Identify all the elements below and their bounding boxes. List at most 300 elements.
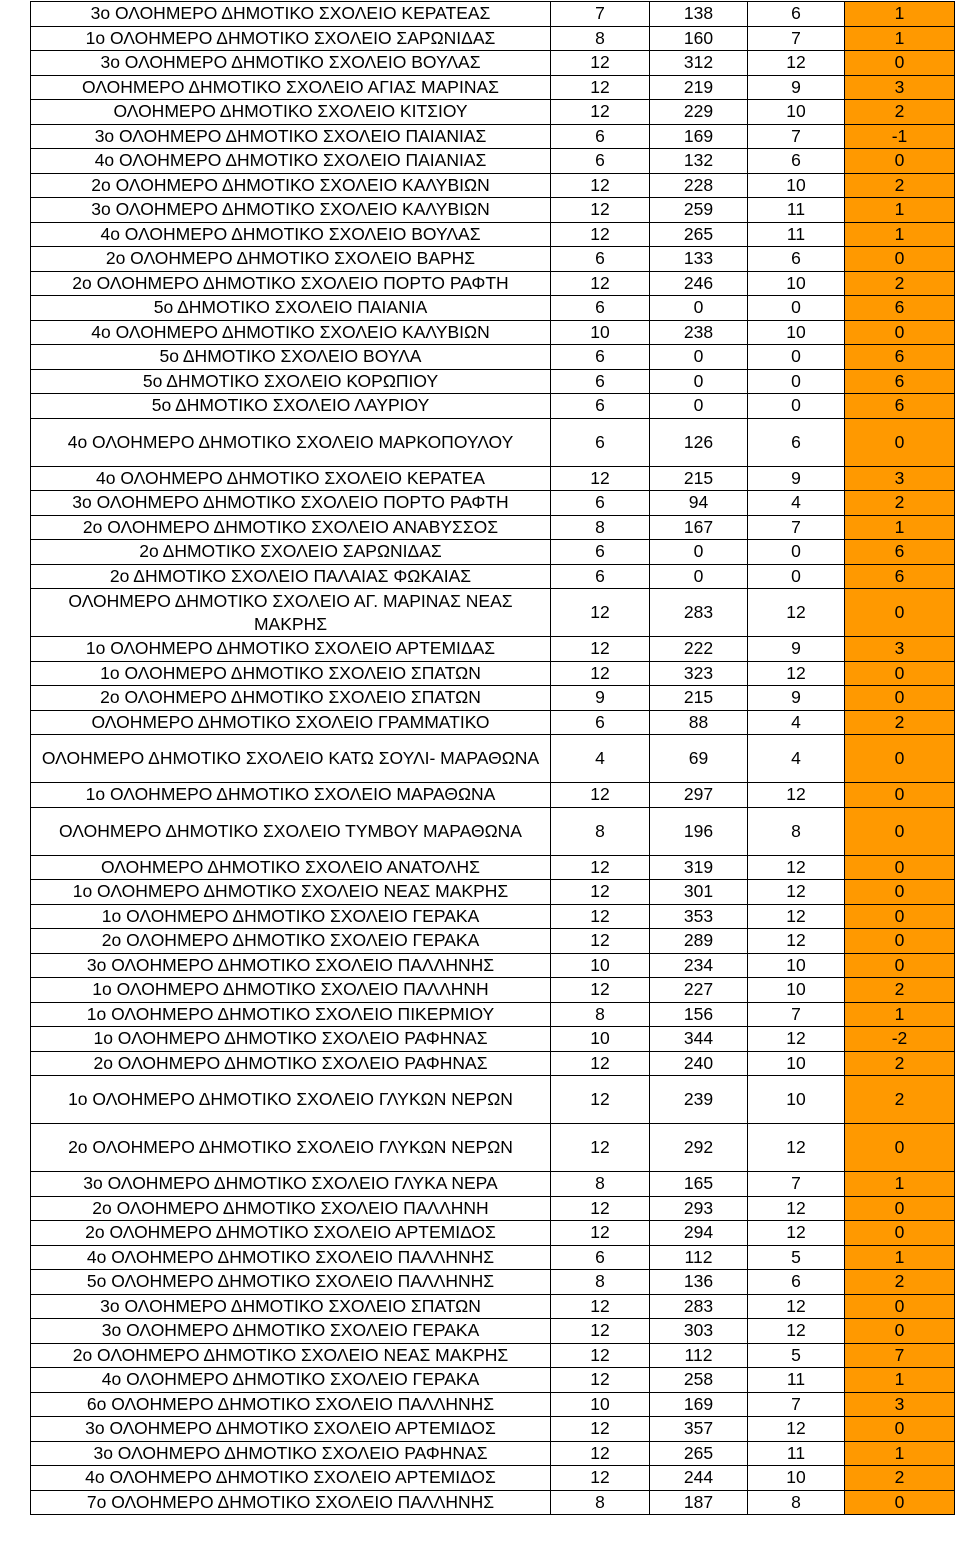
value-cell-3: 6 [748, 149, 845, 174]
table-row [31, 394, 955, 419]
school-name-cell: 3ο ΟΛΟΗΜΕΡΟ ΔΗΜΟΤΙΚΟ ΣΧΟΛΕΙΟ ΓΛΥΚΑ ΝΕΡΑ [31, 1172, 551, 1197]
value-cell-2: 234 [650, 953, 748, 978]
school-name-cell: 1ο ΟΛΟΗΜΕΡΟ ΔΗΜΟΤΙΚΟ ΣΧΟΛΕΙΟ ΝΕΑΣ ΜΑΚΡΗΣ [31, 880, 551, 905]
value-cell-2: 0 [650, 296, 748, 321]
value-cell-1: 12 [551, 1294, 650, 1319]
school-name-cell: ΟΛΟΗΜΕΡΟ ΔΗΜΟΤΙΚΟ ΣΧΟΛΕΙΟ ΓΡΑΜΜΑΤΙΚΟ [31, 710, 551, 735]
value-cell-1: 12 [551, 198, 650, 223]
school-name-cell: 3ο ΟΛΟΗΜΕΡΟ ΔΗΜΟΤΙΚΟ ΣΧΟΛΕΙΟ ΓΕΡΑΚΑ [31, 1319, 551, 1344]
difference-cell: 2 [845, 1051, 955, 1076]
value-cell-3: 9 [748, 466, 845, 491]
value-cell-3: 0 [748, 540, 845, 565]
table-row [31, 1319, 955, 1344]
difference-cell: 2 [845, 710, 955, 735]
table-row [31, 1466, 955, 1491]
table-row [31, 564, 955, 589]
difference-cell: 0 [845, 929, 955, 954]
school-name-cell: 5ο ΔΗΜΟΤΙΚΟ ΣΧΟΛΕΙΟ ΒΟΥΛΑ [31, 345, 551, 370]
table-row [31, 1196, 955, 1221]
value-cell-3: 6 [748, 247, 845, 272]
value-cell-2: 222 [650, 637, 748, 662]
table-row [31, 271, 955, 296]
value-cell-3: 12 [748, 51, 845, 76]
table-row [31, 540, 955, 565]
table-row [31, 710, 955, 735]
difference-cell: 2 [845, 173, 955, 198]
value-cell-1: 12 [551, 880, 650, 905]
value-cell-1: 12 [551, 589, 650, 637]
value-cell-2: 160 [650, 26, 748, 51]
table-row [31, 1270, 955, 1295]
school-name-cell: 3ο ΟΛΟΗΜΕΡΟ ΔΗΜΟΤΙΚΟ ΣΧΟΛΕΙΟ ΠΑΙΑΝΙΑΣ [31, 124, 551, 149]
table-row [31, 1343, 955, 1368]
value-cell-2: 259 [650, 198, 748, 223]
table-row [31, 222, 955, 247]
value-cell-3: 0 [748, 345, 845, 370]
table-row [31, 26, 955, 51]
value-cell-3: 12 [748, 589, 845, 637]
value-cell-3: 7 [748, 26, 845, 51]
school-name-cell: 7ο ΟΛΟΗΜΕΡΟ ΔΗΜΟΤΙΚΟ ΣΧΟΛΕΙΟ ΠΑΛΛΗΝΗΣ [31, 1490, 551, 1515]
value-cell-3: 8 [748, 1490, 845, 1515]
value-cell-3: 10 [748, 1076, 845, 1124]
value-cell-1: 6 [551, 491, 650, 516]
school-name-cell: ΟΛΟΗΜΕΡΟ ΔΗΜΟΤΙΚΟ ΣΧΟΛΕΙΟ ΤΥΜΒΟΥ ΜΑΡΑΘΩΝΑ [31, 807, 551, 855]
table-row [31, 1441, 955, 1466]
value-cell-3: 10 [748, 100, 845, 125]
school-name-cell: 3ο ΟΛΟΗΜΕΡΟ ΔΗΜΟΤΙΚΟ ΣΧΟΛΕΙΟ ΒΟΥΛΑΣ [31, 51, 551, 76]
value-cell-3: 12 [748, 1027, 845, 1052]
value-cell-2: 0 [650, 394, 748, 419]
value-cell-3: 7 [748, 515, 845, 540]
school-name-cell: ΟΛΟΗΜΕΡΟ ΔΗΜΟΤΙΚΟ ΣΧΟΛΕΙΟ ΑΓ. ΜΑΡΙΝΑΣ ΝΕΑΣ ΜΑΚΡΗΣ [31, 589, 551, 637]
table-row [31, 686, 955, 711]
table-row [31, 466, 955, 491]
value-cell-1: 6 [551, 710, 650, 735]
value-cell-3: 9 [748, 637, 845, 662]
difference-cell: 0 [845, 1319, 955, 1344]
difference-cell: 2 [845, 978, 955, 1003]
table-row [31, 1172, 955, 1197]
value-cell-1: 12 [551, 661, 650, 686]
school-name-cell: 4ο ΟΛΟΗΜΕΡΟ ΔΗΜΟΤΙΚΟ ΣΧΟΛΕΙΟ ΜΑΡΚΟΠΟΥΛΟΥ [31, 418, 551, 466]
difference-cell: 0 [845, 1417, 955, 1442]
value-cell-1: 6 [551, 345, 650, 370]
difference-cell: 2 [845, 271, 955, 296]
difference-cell: 3 [845, 1392, 955, 1417]
school-name-cell: 5ο ΔΗΜΟΤΙΚΟ ΣΧΟΛΕΙΟ ΠΑΙΑΝΙΑ [31, 296, 551, 321]
difference-cell: 3 [845, 75, 955, 100]
value-cell-3: 10 [748, 978, 845, 1003]
value-cell-1: 12 [551, 978, 650, 1003]
school-table [30, 1, 955, 1515]
table-row [31, 1245, 955, 1270]
table-row [31, 149, 955, 174]
value-cell-3: 4 [748, 735, 845, 783]
difference-cell: 0 [845, 589, 955, 637]
value-cell-1: 8 [551, 1270, 650, 1295]
school-name-cell: 2ο ΟΛΟΗΜΕΡΟ ΔΗΜΟΤΙΚΟ ΣΧΟΛΕΙΟ ΒΑΡΗΣ [31, 247, 551, 272]
value-cell-3: 12 [748, 1319, 845, 1344]
value-cell-3: 4 [748, 710, 845, 735]
value-cell-1: 12 [551, 1417, 650, 1442]
value-cell-3: 5 [748, 1343, 845, 1368]
value-cell-1: 8 [551, 515, 650, 540]
value-cell-2: 240 [650, 1051, 748, 1076]
difference-cell: 1 [845, 1002, 955, 1027]
table-row [31, 1124, 955, 1172]
value-cell-2: 283 [650, 589, 748, 637]
difference-cell: 0 [845, 807, 955, 855]
school-name-cell: 1ο ΟΛΟΗΜΕΡΟ ΔΗΜΟΤΙΚΟ ΣΧΟΛΕΙΟ ΓΛΥΚΩΝ ΝΕΡΩΝ [31, 1076, 551, 1124]
value-cell-1: 9 [551, 686, 650, 711]
difference-cell: 1 [845, 222, 955, 247]
table-row [31, 807, 955, 855]
value-cell-2: 169 [650, 1392, 748, 1417]
difference-cell: 0 [845, 1490, 955, 1515]
difference-cell: 2 [845, 1270, 955, 1295]
value-cell-2: 133 [650, 247, 748, 272]
value-cell-2: 196 [650, 807, 748, 855]
value-cell-1: 6 [551, 540, 650, 565]
value-cell-1: 12 [551, 1441, 650, 1466]
value-cell-2: 303 [650, 1319, 748, 1344]
value-cell-1: 12 [551, 637, 650, 662]
value-cell-2: 301 [650, 880, 748, 905]
difference-cell: 0 [845, 661, 955, 686]
difference-cell: -1 [845, 124, 955, 149]
school-name-cell: 3ο ΟΛΟΗΜΕΡΟ ΔΗΜΟΤΙΚΟ ΣΧΟΛΕΙΟ ΠΟΡΤΟ ΡΑΦΤΗ [31, 491, 551, 516]
value-cell-1: 8 [551, 26, 650, 51]
school-name-cell: 3ο ΟΛΟΗΜΕΡΟ ΔΗΜΟΤΙΚΟ ΣΧΟΛΕΙΟ ΚΑΛΥΒΙΩΝ [31, 198, 551, 223]
value-cell-2: 293 [650, 1196, 748, 1221]
difference-cell: 1 [845, 2, 955, 27]
difference-cell: 0 [845, 855, 955, 880]
value-cell-1: 12 [551, 1466, 650, 1491]
value-cell-1: 12 [551, 1221, 650, 1246]
value-cell-1: 12 [551, 855, 650, 880]
value-cell-2: 344 [650, 1027, 748, 1052]
value-cell-1: 8 [551, 1172, 650, 1197]
value-cell-3: 10 [748, 320, 845, 345]
table-row [31, 1002, 955, 1027]
value-cell-3: 12 [748, 1294, 845, 1319]
school-name-cell: 4ο ΟΛΟΗΜΕΡΟ ΔΗΜΟΤΙΚΟ ΣΧΟΛΕΙΟ ΠΑΙΑΝΙΑΣ [31, 149, 551, 174]
value-cell-1: 12 [551, 1343, 650, 1368]
value-cell-3: 12 [748, 929, 845, 954]
value-cell-3: 7 [748, 1172, 845, 1197]
value-cell-2: 239 [650, 1076, 748, 1124]
table-row [31, 198, 955, 223]
difference-cell: 1 [845, 1441, 955, 1466]
school-name-cell: 2ο ΟΛΟΗΜΕΡΟ ΔΗΜΟΤΙΚΟ ΣΧΟΛΕΙΟ ΑΝΑΒΥΣΣΟΣ [31, 515, 551, 540]
value-cell-2: 0 [650, 564, 748, 589]
difference-cell: 0 [845, 953, 955, 978]
table-row [31, 75, 955, 100]
difference-cell: 0 [845, 149, 955, 174]
value-cell-3: 7 [748, 1392, 845, 1417]
difference-cell: 0 [845, 735, 955, 783]
table-row [31, 1417, 955, 1442]
difference-cell: 6 [845, 564, 955, 589]
value-cell-3: 4 [748, 491, 845, 516]
value-cell-2: 357 [650, 1417, 748, 1442]
school-name-cell: 5ο ΔΗΜΟΤΙΚΟ ΣΧΟΛΕΙΟ ΛΑΥΡΙΟΥ [31, 394, 551, 419]
value-cell-2: 0 [650, 540, 748, 565]
table-row [31, 1368, 955, 1393]
difference-cell: 6 [845, 394, 955, 419]
table-row [31, 929, 955, 954]
value-cell-2: 289 [650, 929, 748, 954]
value-cell-1: 12 [551, 173, 650, 198]
school-name-cell: 3ο ΟΛΟΗΜΕΡΟ ΔΗΜΟΤΙΚΟ ΣΧΟΛΕΙΟ ΑΡΤΕΜΙΔΟΣ [31, 1417, 551, 1442]
difference-cell: 1 [845, 198, 955, 223]
value-cell-2: 219 [650, 75, 748, 100]
school-name-cell: 2ο ΟΛΟΗΜΕΡΟ ΔΗΜΟΤΙΚΟ ΣΧΟΛΕΙΟ ΓΕΡΑΚΑ [31, 929, 551, 954]
value-cell-3: 12 [748, 783, 845, 808]
school-name-cell: 1ο ΟΛΟΗΜΕΡΟ ΔΗΜΟΤΙΚΟ ΣΧΟΛΕΙΟ ΠΙΚΕΡΜΙΟΥ [31, 1002, 551, 1027]
table-row [31, 880, 955, 905]
table-row [31, 1076, 955, 1124]
value-cell-2: 258 [650, 1368, 748, 1393]
value-cell-3: 10 [748, 953, 845, 978]
table-body [31, 2, 955, 1515]
value-cell-3: 11 [748, 222, 845, 247]
value-cell-1: 10 [551, 1392, 650, 1417]
value-cell-2: 312 [650, 51, 748, 76]
table-row [31, 904, 955, 929]
value-cell-2: 238 [650, 320, 748, 345]
school-name-cell: 2ο ΔΗΜΟΤΙΚΟ ΣΧΟΛΕΙΟ ΠΑΛΑΙΑΣ ΦΩΚΑΙΑΣ [31, 564, 551, 589]
value-cell-3: 12 [748, 1196, 845, 1221]
value-cell-1: 12 [551, 904, 650, 929]
table-row [31, 124, 955, 149]
school-name-cell: 2ο ΟΛΟΗΜΕΡΟ ΔΗΜΟΤΙΚΟ ΣΧΟΛΕΙΟ ΚΑΛΥΒΙΩΝ [31, 173, 551, 198]
table-row [31, 320, 955, 345]
value-cell-1: 12 [551, 1368, 650, 1393]
value-cell-1: 7 [551, 2, 650, 27]
value-cell-2: 265 [650, 222, 748, 247]
table-row [31, 247, 955, 272]
table-row [31, 51, 955, 76]
difference-cell: 1 [845, 1245, 955, 1270]
difference-cell: 3 [845, 637, 955, 662]
value-cell-1: 12 [551, 929, 650, 954]
value-cell-1: 12 [551, 1076, 650, 1124]
value-cell-1: 6 [551, 1245, 650, 1270]
value-cell-2: 244 [650, 1466, 748, 1491]
value-cell-3: 9 [748, 686, 845, 711]
table-row [31, 783, 955, 808]
value-cell-2: 69 [650, 735, 748, 783]
value-cell-2: 0 [650, 369, 748, 394]
value-cell-2: 228 [650, 173, 748, 198]
table-row [31, 100, 955, 125]
school-name-cell: 4ο ΟΛΟΗΜΕΡΟ ΔΗΜΟΤΙΚΟ ΣΧΟΛΕΙΟ ΑΡΤΕΜΙΔΟΣ [31, 1466, 551, 1491]
table-row [31, 953, 955, 978]
difference-cell: 0 [845, 1124, 955, 1172]
table-row [31, 1294, 955, 1319]
school-name-cell: 4ο ΟΛΟΗΜΕΡΟ ΔΗΜΟΤΙΚΟ ΣΧΟΛΕΙΟ ΚΕΡΑΤΕΑ [31, 466, 551, 491]
school-name-cell: 1ο ΟΛΟΗΜΕΡΟ ΔΗΜΟΤΙΚΟ ΣΧΟΛΕΙΟ ΣΑΡΩΝΙΔΑΣ [31, 26, 551, 51]
school-name-cell: 2ο ΟΛΟΗΜΕΡΟ ΔΗΜΟΤΙΚΟ ΣΧΟΛΕΙΟ ΣΠΑΤΩΝ [31, 686, 551, 711]
school-name-cell: 3ο ΟΛΟΗΜΕΡΟ ΔΗΜΟΤΙΚΟ ΣΧΟΛΕΙΟ ΚΕΡΑΤΕΑΣ [31, 2, 551, 27]
difference-cell: 6 [845, 540, 955, 565]
table-row [31, 369, 955, 394]
value-cell-3: 9 [748, 75, 845, 100]
value-cell-2: 0 [650, 345, 748, 370]
value-cell-2: 292 [650, 1124, 748, 1172]
school-name-cell: 3ο ΟΛΟΗΜΕΡΟ ΔΗΜΟΤΙΚΟ ΣΧΟΛΕΙΟ ΡΑΦΗΝΑΣ [31, 1441, 551, 1466]
table-row [31, 1490, 955, 1515]
table-row [31, 1051, 955, 1076]
difference-cell: 7 [845, 1343, 955, 1368]
value-cell-2: 297 [650, 783, 748, 808]
value-cell-2: 246 [650, 271, 748, 296]
value-cell-2: 319 [650, 855, 748, 880]
value-cell-1: 12 [551, 75, 650, 100]
school-name-cell: 2ο ΟΛΟΗΜΕΡΟ ΔΗΜΟΤΙΚΟ ΣΧΟΛΕΙΟ ΓΛΥΚΩΝ ΝΕΡΩΝ [31, 1124, 551, 1172]
value-cell-3: 12 [748, 880, 845, 905]
value-cell-3: 6 [748, 1270, 845, 1295]
difference-cell: 6 [845, 296, 955, 321]
value-cell-1: 8 [551, 1002, 650, 1027]
table-row [31, 1221, 955, 1246]
value-cell-1: 12 [551, 466, 650, 491]
school-name-cell: 3ο ΟΛΟΗΜΕΡΟ ΔΗΜΟΤΙΚΟ ΣΧΟΛΕΙΟ ΣΠΑΤΩΝ [31, 1294, 551, 1319]
difference-cell: 6 [845, 345, 955, 370]
table-row [31, 515, 955, 540]
value-cell-3: 0 [748, 369, 845, 394]
value-cell-2: 94 [650, 491, 748, 516]
school-name-cell: 2ο ΟΛΟΗΜΕΡΟ ΔΗΜΟΤΙΚΟ ΣΧΟΛΕΙΟ ΝΕΑΣ ΜΑΚΡΗΣ [31, 1343, 551, 1368]
table-row [31, 978, 955, 1003]
value-cell-2: 229 [650, 100, 748, 125]
difference-cell: 0 [845, 1221, 955, 1246]
difference-cell: 0 [845, 686, 955, 711]
value-cell-3: 0 [748, 394, 845, 419]
difference-cell: 0 [845, 880, 955, 905]
value-cell-3: 6 [748, 2, 845, 27]
school-name-cell: 5ο ΟΛΟΗΜΕΡΟ ΔΗΜΟΤΙΚΟ ΣΧΟΛΕΙΟ ΠΑΛΛΗΝΗΣ [31, 1270, 551, 1295]
table-row [31, 637, 955, 662]
school-name-cell: 5ο ΔΗΜΟΤΙΚΟ ΣΧΟΛΕΙΟ ΚΟΡΩΠΙΟΥ [31, 369, 551, 394]
value-cell-1: 4 [551, 735, 650, 783]
value-cell-1: 12 [551, 1124, 650, 1172]
difference-cell: 0 [845, 320, 955, 345]
difference-cell: 2 [845, 1466, 955, 1491]
school-name-cell: 2ο ΟΛΟΗΜΕΡΟ ΔΗΜΟΤΙΚΟ ΣΧΟΛΕΙΟ ΑΡΤΕΜΙΔΟΣ [31, 1221, 551, 1246]
value-cell-1: 12 [551, 51, 650, 76]
table-row [31, 173, 955, 198]
value-cell-3: 0 [748, 296, 845, 321]
school-name-cell: 3ο ΟΛΟΗΜΕΡΟ ΔΗΜΟΤΙΚΟ ΣΧΟΛΕΙΟ ΠΑΛΛΗΝΗΣ [31, 953, 551, 978]
difference-cell: 0 [845, 904, 955, 929]
value-cell-3: 10 [748, 1466, 845, 1491]
school-name-cell: 2ο ΟΛΟΗΜΕΡΟ ΔΗΜΟΤΙΚΟ ΣΧΟΛΕΙΟ ΠΟΡΤΟ ΡΑΦΤΗ [31, 271, 551, 296]
school-name-cell: 1ο ΟΛΟΗΜΕΡΟ ΔΗΜΟΤΙΚΟ ΣΧΟΛΕΙΟ ΣΠΑΤΩΝ [31, 661, 551, 686]
value-cell-1: 12 [551, 783, 650, 808]
value-cell-2: 265 [650, 1441, 748, 1466]
value-cell-1: 12 [551, 1196, 650, 1221]
table-row [31, 855, 955, 880]
value-cell-2: 112 [650, 1343, 748, 1368]
value-cell-3: 0 [748, 564, 845, 589]
value-cell-1: 6 [551, 124, 650, 149]
value-cell-1: 12 [551, 222, 650, 247]
value-cell-2: 156 [650, 1002, 748, 1027]
value-cell-2: 88 [650, 710, 748, 735]
table-row [31, 1392, 955, 1417]
school-name-cell: 1ο ΟΛΟΗΜΕΡΟ ΔΗΜΟΤΙΚΟ ΣΧΟΛΕΙΟ ΓΕΡΑΚΑ [31, 904, 551, 929]
value-cell-3: 7 [748, 1002, 845, 1027]
value-cell-1: 8 [551, 1490, 650, 1515]
value-cell-1: 10 [551, 320, 650, 345]
value-cell-1: 10 [551, 1027, 650, 1052]
value-cell-3: 6 [748, 418, 845, 466]
value-cell-3: 11 [748, 198, 845, 223]
school-name-cell: ΟΛΟΗΜΕΡΟ ΔΗΜΟΤΙΚΟ ΣΧΟΛΕΙΟ ΚΙΤΣΙΟΥ [31, 100, 551, 125]
value-cell-3: 12 [748, 904, 845, 929]
difference-cell: 1 [845, 26, 955, 51]
value-cell-3: 12 [748, 1221, 845, 1246]
school-name-cell: 4ο ΟΛΟΗΜΕΡΟ ΔΗΜΟΤΙΚΟ ΣΧΟΛΕΙΟ ΚΑΛΥΒΙΩΝ [31, 320, 551, 345]
value-cell-2: 169 [650, 124, 748, 149]
value-cell-3: 10 [748, 173, 845, 198]
school-name-cell: 2ο ΟΛΟΗΜΕΡΟ ΔΗΜΟΤΙΚΟ ΣΧΟΛΕΙΟ ΠΑΛΛΗΝΗ [31, 1196, 551, 1221]
difference-cell: 1 [845, 1172, 955, 1197]
value-cell-2: 136 [650, 1270, 748, 1295]
value-cell-2: 132 [650, 149, 748, 174]
value-cell-2: 353 [650, 904, 748, 929]
value-cell-3: 11 [748, 1441, 845, 1466]
value-cell-3: 5 [748, 1245, 845, 1270]
value-cell-3: 12 [748, 661, 845, 686]
table-row [31, 345, 955, 370]
school-name-cell: ΟΛΟΗΜΕΡΟ ΔΗΜΟΤΙΚΟ ΣΧΟΛΕΙΟ ΑΓΙΑΣ ΜΑΡΙΝΑΣ [31, 75, 551, 100]
difference-cell: 1 [845, 1368, 955, 1393]
school-name-cell: ΟΛΟΗΜΕΡΟ ΔΗΜΟΤΙΚΟ ΣΧΟΛΕΙΟ ΚΑΤΩ ΣΟΥΛΙ- ΜΑΡΑΘΩΝΑ [31, 735, 551, 783]
value-cell-2: 167 [650, 515, 748, 540]
difference-cell: 0 [845, 247, 955, 272]
difference-cell: 0 [845, 1196, 955, 1221]
value-cell-1: 12 [551, 271, 650, 296]
value-cell-1: 6 [551, 418, 650, 466]
table-row [31, 296, 955, 321]
value-cell-3: 12 [748, 855, 845, 880]
table-row [31, 661, 955, 686]
difference-cell: 0 [845, 1294, 955, 1319]
value-cell-3: 12 [748, 1417, 845, 1442]
value-cell-2: 165 [650, 1172, 748, 1197]
value-cell-3: 8 [748, 807, 845, 855]
value-cell-3: 7 [748, 124, 845, 149]
table-row [31, 418, 955, 466]
school-name-cell: 2ο ΔΗΜΟΤΙΚΟ ΣΧΟΛΕΙΟ ΣΑΡΩΝΙΔΑΣ [31, 540, 551, 565]
school-name-cell: 4ο ΟΛΟΗΜΕΡΟ ΔΗΜΟΤΙΚΟ ΣΧΟΛΕΙΟ ΓΕΡΑΚΑ [31, 1368, 551, 1393]
table-row [31, 735, 955, 783]
value-cell-3: 10 [748, 271, 845, 296]
value-cell-2: 294 [650, 1221, 748, 1246]
table-row [31, 589, 955, 637]
difference-cell: -2 [845, 1027, 955, 1052]
value-cell-2: 215 [650, 466, 748, 491]
value-cell-1: 8 [551, 807, 650, 855]
value-cell-2: 215 [650, 686, 748, 711]
difference-cell: 6 [845, 369, 955, 394]
school-name-cell: 4ο ΟΛΟΗΜΕΡΟ ΔΗΜΟΤΙΚΟ ΣΧΟΛΕΙΟ ΒΟΥΛΑΣ [31, 222, 551, 247]
value-cell-1: 12 [551, 1051, 650, 1076]
